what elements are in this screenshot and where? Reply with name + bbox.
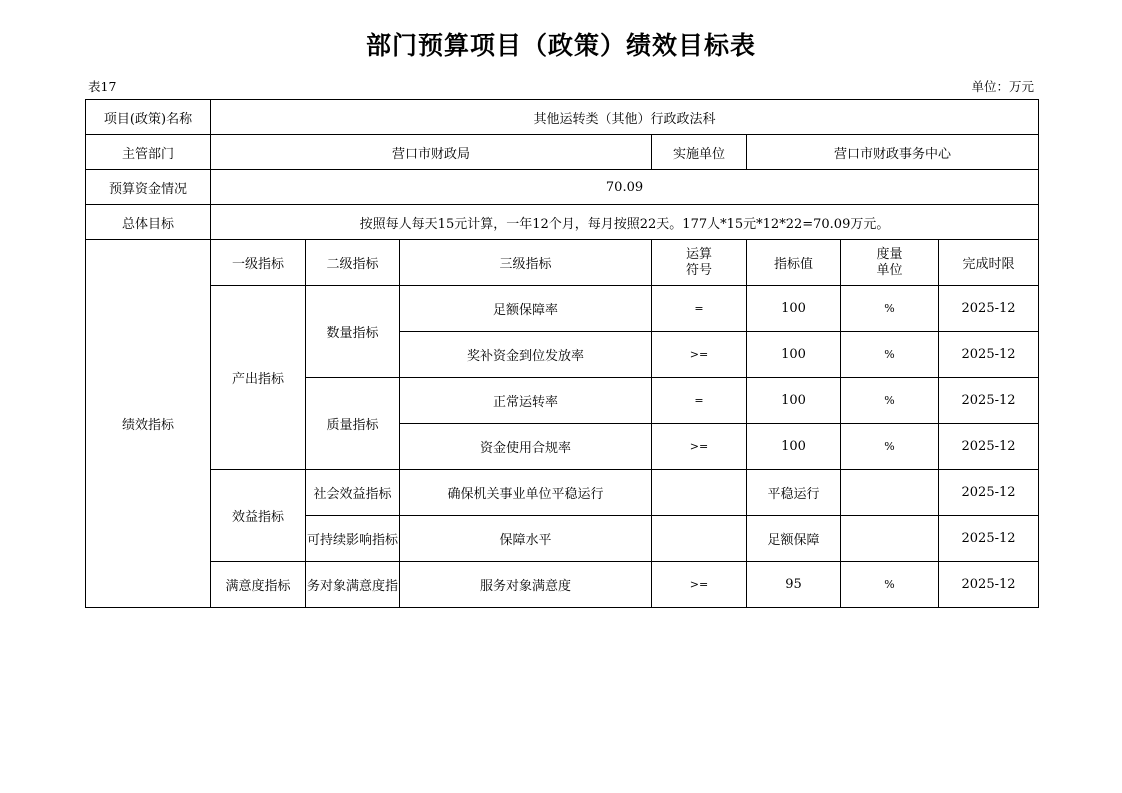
indicator-name: 服务对象满意度 xyxy=(400,562,652,608)
benefit-indicator: 效益指标 xyxy=(211,470,306,562)
dept-value: 营口市财政局 xyxy=(211,135,652,170)
goal-label: 总体目标 xyxy=(86,205,211,240)
indicator-deadline: 2025-12 xyxy=(939,332,1039,378)
indicator-operator: >= xyxy=(652,424,747,470)
indicator-value: 足额保障 xyxy=(747,516,841,562)
indicator-operator: = xyxy=(652,378,747,424)
page-title: 部门预算项目（政策）绩效目标表 xyxy=(365,31,756,60)
header-unit-line2: 单位 xyxy=(876,262,903,278)
indicator-value: 平稳运行 xyxy=(747,470,841,516)
indicator-name: 正常运转率 xyxy=(400,378,652,424)
indicator-deadline: 2025-12 xyxy=(939,286,1039,332)
header-unit xyxy=(841,240,939,286)
project-name-value: 其他运转类（其他）行政政法科 xyxy=(211,100,1039,135)
impl-label: 实施单位 xyxy=(652,135,747,170)
indicator-value: 95 xyxy=(747,562,841,608)
budget-row xyxy=(86,170,1039,205)
header-operator-line2: 符号 xyxy=(685,262,712,278)
project-name-label: 项目(政策)名称 xyxy=(86,100,211,135)
unit-label: 单位：万元 xyxy=(971,79,1034,94)
quality-indicator: 质量指标 xyxy=(306,378,400,470)
indicator-value: 100 xyxy=(747,286,841,332)
goal-row xyxy=(86,205,1039,240)
department-row xyxy=(86,135,1039,170)
indicator-unit: % xyxy=(841,424,939,470)
header-operator xyxy=(652,240,747,286)
satisfaction-indicator: 满意度指标 xyxy=(211,562,306,608)
indicator-unit: % xyxy=(841,562,939,608)
dept-label: 主管部门 xyxy=(86,135,211,170)
quantity-indicator: 数量指标 xyxy=(306,286,400,378)
header-level3: 三级指标 xyxy=(400,240,652,286)
table-number: 表17 xyxy=(88,79,117,94)
project-name-row xyxy=(86,100,1039,135)
indicator-value: 100 xyxy=(747,424,841,470)
budget-value: 70.09 xyxy=(211,170,1039,205)
output-indicator: 产出指标 xyxy=(211,286,306,470)
perf-label: 绩效指标 xyxy=(86,240,211,608)
header-deadline: 完成时限 xyxy=(939,240,1039,286)
indicator-name: 确保机关事业单位平稳运行 xyxy=(400,470,652,516)
header-value: 指标值 xyxy=(747,240,841,286)
indicator-unit: % xyxy=(841,378,939,424)
indicator-deadline: 2025-12 xyxy=(939,470,1039,516)
indicator-value: 100 xyxy=(747,332,841,378)
table-row xyxy=(86,562,1039,608)
indicator-deadline: 2025-12 xyxy=(939,516,1039,562)
header-level1: 一级指标 xyxy=(211,240,306,286)
budget-label: 预算资金情况 xyxy=(86,170,211,205)
indicator-name: 保障水平 xyxy=(400,516,652,562)
indicator-operator xyxy=(652,470,747,516)
service-satisfaction-indicator: 务对象满意度指 xyxy=(306,562,400,608)
indicator-name: 奖补资金到位发放率 xyxy=(400,332,652,378)
indicator-deadline: 2025-12 xyxy=(939,424,1039,470)
indicator-unit xyxy=(841,516,939,562)
social-benefit-indicator: 社会效益指标 xyxy=(306,470,400,516)
sustainability-indicator: 可持续影响指标 xyxy=(306,516,400,562)
performance-target-table xyxy=(85,99,1039,608)
indicator-deadline: 2025-12 xyxy=(939,562,1039,608)
indicator-unit: % xyxy=(841,332,939,378)
impl-value: 营口市财政事务中心 xyxy=(747,135,1039,170)
perf-header-row xyxy=(86,240,1039,286)
indicator-operator xyxy=(652,516,747,562)
indicator-operator: >= xyxy=(652,562,747,608)
indicator-unit: % xyxy=(841,286,939,332)
header-unit-line1: 度量 xyxy=(876,246,903,262)
indicator-deadline: 2025-12 xyxy=(939,378,1039,424)
indicator-unit xyxy=(841,470,939,516)
table-row xyxy=(86,470,1039,516)
indicator-name: 足额保障率 xyxy=(400,286,652,332)
indicator-value: 100 xyxy=(747,378,841,424)
indicator-name: 资金使用合规率 xyxy=(400,424,652,470)
table-row xyxy=(86,286,1039,332)
goal-value: 按照每人每天15元计算，一年12个月，每月按照22天。177人*15元*12*22=70.09万元。 xyxy=(211,205,1039,240)
indicator-operator: = xyxy=(652,286,747,332)
header-level2: 二级指标 xyxy=(306,240,400,286)
header-operator-line1: 运算 xyxy=(685,246,712,262)
indicator-operator: >= xyxy=(652,332,747,378)
